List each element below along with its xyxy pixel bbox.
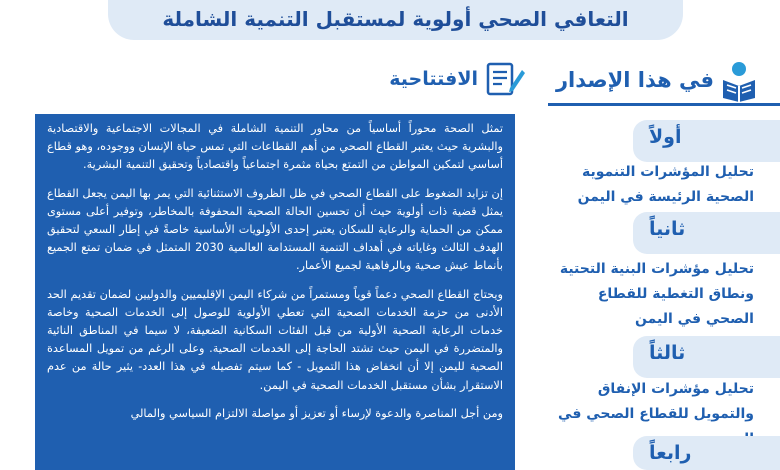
in-issue-title: في هذا الإصدار: [555, 68, 714, 92]
item-text-first[interactable]: تحليل المؤشرات التنموية الصحية الرئيسة في اليمن: [577, 164, 754, 205]
banner-title: التعافي الصحي أولوية لمستقبل التنمية الشاملة: [162, 7, 629, 31]
in-issue-divider: [548, 103, 780, 106]
opening-title: الافتتاحية: [389, 68, 478, 90]
item-heading-label: ثالثاً: [649, 342, 686, 364]
item-heading-label: أولاً: [649, 126, 682, 148]
article-paragraph: تمثل الصحة محوراً أساسياً من محاور التنمية الشاملة في المجالات الاجتماعية والاقتصادية والبشرية حيث يعتبر القطاع الصحي من أهم القطاعات التي تمس حياة الإنسان ووجوده، وهو قطاع أساسي لتمكين المواطن من التمتع بحياة مثمرة اجتماعياً واقتصادياً وتحقيق التنمية البشرية.: [47, 122, 503, 172]
top-banner: [108, 0, 683, 40]
article-paragraph: إن تزايد الضغوط على القطاع الصحي في ظل الظروف الاستثنائية التي يمر بها اليمن يجعل القطاع يمثل قضية ذات أولوية حيث أن تحسين الحالة الصحية المحفوفة بالمخاطر، وتوفير أعلى مستوى ممكن من الحماية والرعاية للسكان يعتبر إحدى الأولويات الأساسية خاصةً في إطار السعي لتحقيق الهدف الثالث وغاياته في أهداف التنمية المستدامة العالمية 2030 المتمثل في ضمان تمتع الجميع بأنماط عيش صحية وبالرفاهية لجميع الأعمار.: [47, 186, 503, 273]
opening-header: [370, 62, 530, 102]
item-heading-third[interactable]: [633, 336, 780, 378]
document-pen-icon: [486, 62, 526, 98]
item-heading-first[interactable]: [633, 120, 780, 162]
in-issue-header: [548, 58, 780, 108]
reader-icon: [720, 60, 758, 102]
item-heading-second[interactable]: [633, 212, 780, 254]
item-heading-fourth[interactable]: [633, 436, 780, 470]
item-heading-label: رابعاً: [649, 442, 692, 464]
article-paragraph: ويحتاج القطاع الصحي دعماً قوياً ومستمراً من شركاء اليمن الإقليميين والدوليين لضمان تقديم الحد الأدنى من حزمة الخدمات الصحية التي تعطي الأولوية للوصول إلى الخدمات الصحية وخاصة خدمات الرعاية الصحية الأولية من قبل الفئات السكانية الضعيفة، لا سيما في المناطق النائية والمتضررة في اليمن حيث تشتد الحاجة إلى الخدمات الصحية. وعلى الرغم من تمويل المساعدة الصحية لليمن إلا أن انخفاض هذا التمويل - كما سيتم تفصيله في هذا العدد- يثير حالة من عدم الاستقرار بشأن مستقبل الخدمات الصحية في اليمن.: [47, 287, 503, 392]
item-text-second[interactable]: تحليل مؤشرات البنية التحتية ونطاق التغطية للقطاع الصحي في اليمن: [559, 261, 754, 327]
item-heading-label: ثانياً: [649, 218, 686, 240]
editorial-article: [35, 114, 515, 470]
article-paragraph: ومن أجل المناصرة والدعوة لإرساء أو تعزيز أو مواصلة الالتزام السياسي والمالي: [130, 406, 503, 420]
item-text-third[interactable]: تحليل مؤشرات الإنفاق والتمويل للقطاع الصحي في: [558, 381, 754, 422]
